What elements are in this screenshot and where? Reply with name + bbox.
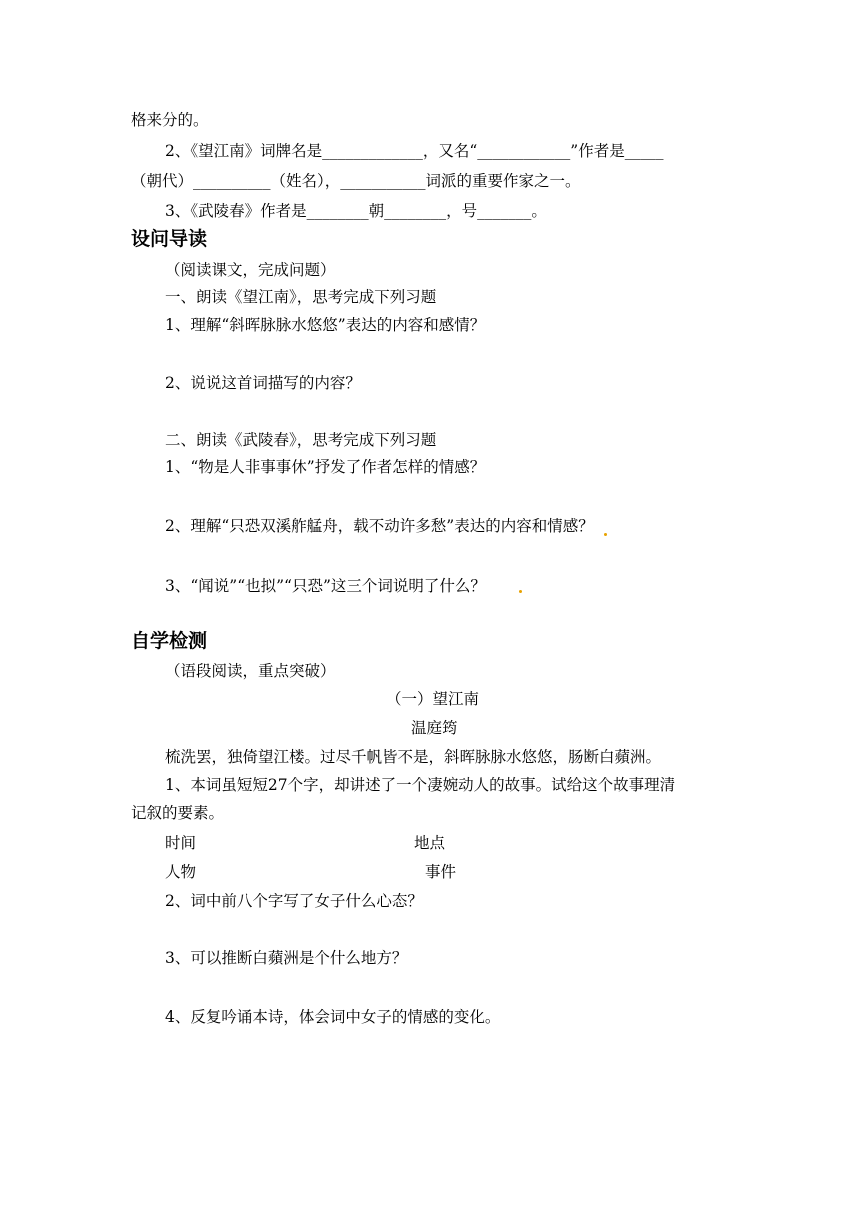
mark-dot — [519, 590, 522, 593]
text-line: （语段阅读，重点突破） — [165, 662, 336, 680]
text-line: 一、朗读《望江南》，思考完成下列习题 — [165, 288, 437, 306]
question: 4、反复吟诵本诗，体会词中女子的情感的变化。 — [165, 1008, 501, 1026]
label-event: 事件 — [425, 863, 457, 881]
poem-text: 梳洗罢，独倚望江楼。过尽千帆皆不是，斜晖脉脉水悠悠，肠断白蘋洲。 — [165, 748, 662, 766]
question: 2、理解“只恐双溪舴艋舟，载不动许多愁”表达的内容和情感？ — [165, 517, 594, 535]
section-heading: 自学检测 — [131, 630, 208, 652]
text-line: 二、朗读《武陵春》，思考完成下列习题 — [165, 431, 437, 449]
text-line: 格来分的。 — [131, 111, 209, 129]
label-person: 人物 — [165, 863, 197, 881]
question: 3、“闻说”“也拟”“只恐”这三个词说明了什么？ — [165, 577, 486, 595]
text-line: 记叙的要素。 — [131, 804, 225, 822]
question: 3、可以推断白蘋洲是个什么地方？ — [165, 949, 408, 967]
text-line: 2、《望江南》词牌名是_____________，又名“____________”作者是_____ — [165, 142, 664, 160]
label-time: 时间 — [165, 834, 197, 852]
question: 2、说说这首词描写的内容？ — [165, 374, 361, 392]
question: 2、词中前八个字写了女子什么心态？ — [165, 892, 423, 910]
question: 1、理解“斜晖脉脉水悠悠”表达的内容和感情？ — [165, 316, 486, 334]
question: 1、“物是人非事事休”抒发了作者怎样的情感？ — [165, 458, 486, 476]
text-line: （朝代）__________（姓名），___________词派的重要作家之一。 — [131, 172, 581, 190]
text-line: （阅读课文，完成问题） — [165, 261, 336, 279]
poem-title: （一）望江南 — [386, 690, 480, 708]
text-line: 3、《武陵春》作者是________朝________，号_______。 — [165, 202, 547, 220]
label-place: 地点 — [414, 834, 446, 852]
question: 1、本词虽短短27个字，却讲述了一个凄婉动人的故事。试给这个故事理清 — [165, 776, 676, 794]
poem-author: 温庭筠 — [411, 719, 458, 737]
mark-dot — [604, 533, 607, 536]
section-heading: 设问导读 — [131, 228, 208, 250]
